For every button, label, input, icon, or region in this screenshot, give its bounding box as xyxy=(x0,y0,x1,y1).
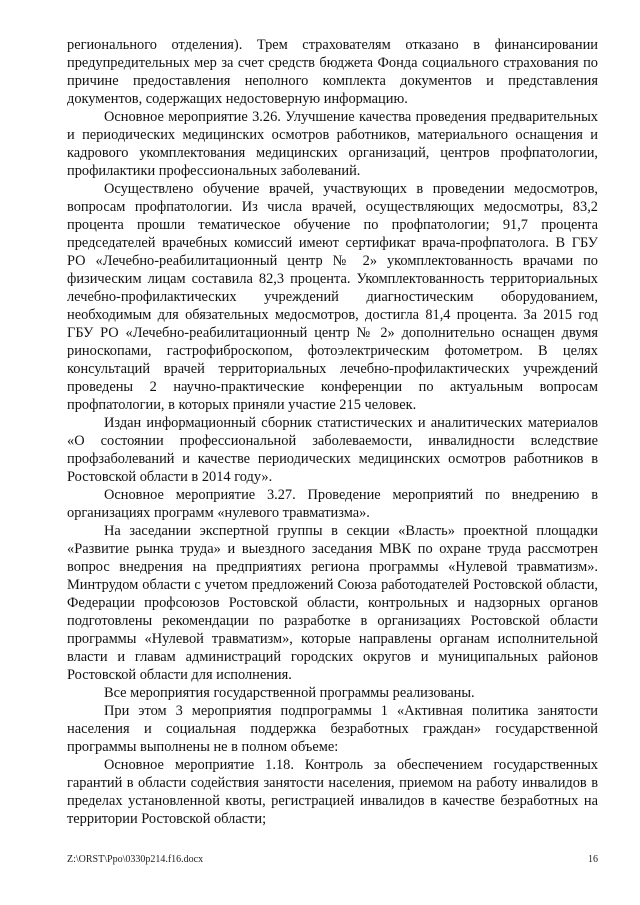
page-number: 16 xyxy=(588,854,598,865)
paragraph-expert-group: На заседании экспертной группы в секции «Власть» проектной площадки «Развитие рынка труда» и выездного заседания МВК по охране труда рассмотрен вопрос внедрения на предприятиях региона программы «Нулевой травматизм». Минтрудом области с учетом предложений Союза работодателей Ростовской области, Федерации профсоюзов Ростовской области, контрольных и надзорных органов подготовлены рекомендации по разработке в организациях Ростовской области программы «Нулевой травматизм», которые направлены органам исполнительной власти и главам администраций городских округов и муниципальных районов Ростовской области для исполнения. xyxy=(67,523,598,683)
paragraph-doctor-training: Осуществлено обучение врачей, участвующих в проведении медосмотров, вопросам профпатологии. Из числа врачей, осуществляющих медосмотры, 83,2 процента прошли тематическое обучение по профпатологии; 91,7 процента председателей врачебных комиссий имеют сертификат врача-профпатолога. В ГБУ РО «Лечебно-реабилитационный центр № 2» укомплектованность врачами по физическим лицам составила 82,3 процента. Укомплектованность территориальных лечебно-профилактических учреждений диагностическим оборудованием, необходимым для обязательных медосмотров, достигла 81,4 процента. За 2015 год ГБУ РО «Лечебно-реабилитационный центр № 2» дополнительно оснащен двумя риноскопами, гастрофиброскопом, фотоэлектрическим фотометром. В целях консультаций врачей территориальных лечебно-профилактических учреждений проведены 2 научно-практические конференции по актуальным вопросам профпатологии, в которых приняли участие 215 человек. xyxy=(67,181,598,413)
paragraph-subprogram-1: При этом 3 мероприятия подпрограммы 1 «Активная политика занятости населения и социальная поддержка безработных граждан» государственной программы выполнены не в полном объеме: xyxy=(67,703,598,755)
paragraph-all-implemented: Все мероприятия государственной программы реализованы. xyxy=(104,685,475,701)
paragraph-continuation: регионального отделения). Трем страхователям отказано в финансировании предупредительных мер за счет средств бюджета Фонда социального страхования по причине предоставления неполного комплекта документов и представления документов, содержащих недостоверную информацию. xyxy=(67,37,598,107)
paragraph-info-collection: Издан информационный сборник статистических и аналитических материалов «О состоянии профессиональной заболеваемости, инвалидности вследствие профзаболеваний и качестве периодических медицинских осмотров работников в Ростовской области в 2014 году». xyxy=(67,415,598,485)
paragraph-measure-1-18: Основное мероприятие 1.18. Контроль за обеспечением государственных гарантий в области содействия занятости населения, приемом на работу инвалидов в пределах установленной квоты, регистрацией инвалидов в качестве безработных на территории Ростовской области; xyxy=(67,757,598,827)
paragraph-measure-3-26: Основное мероприятие 3.26. Улучшение качества проведения предварительных и периодических медицинских осмотров работников, материального оснащения и кадрового укомплектования медицинских организаций, центров профпатологии, профилактики профессиональных заболеваний. xyxy=(67,109,598,179)
document-body xyxy=(67,36,598,828)
file-path: Z:\ORST\Ppo\0330p214.f16.docx xyxy=(67,854,204,865)
paragraph-measure-3-27: Основное мероприятие 3.27. Проведение мероприятий по внедрению в организациях программ «нулевого травматизма». xyxy=(67,487,598,521)
